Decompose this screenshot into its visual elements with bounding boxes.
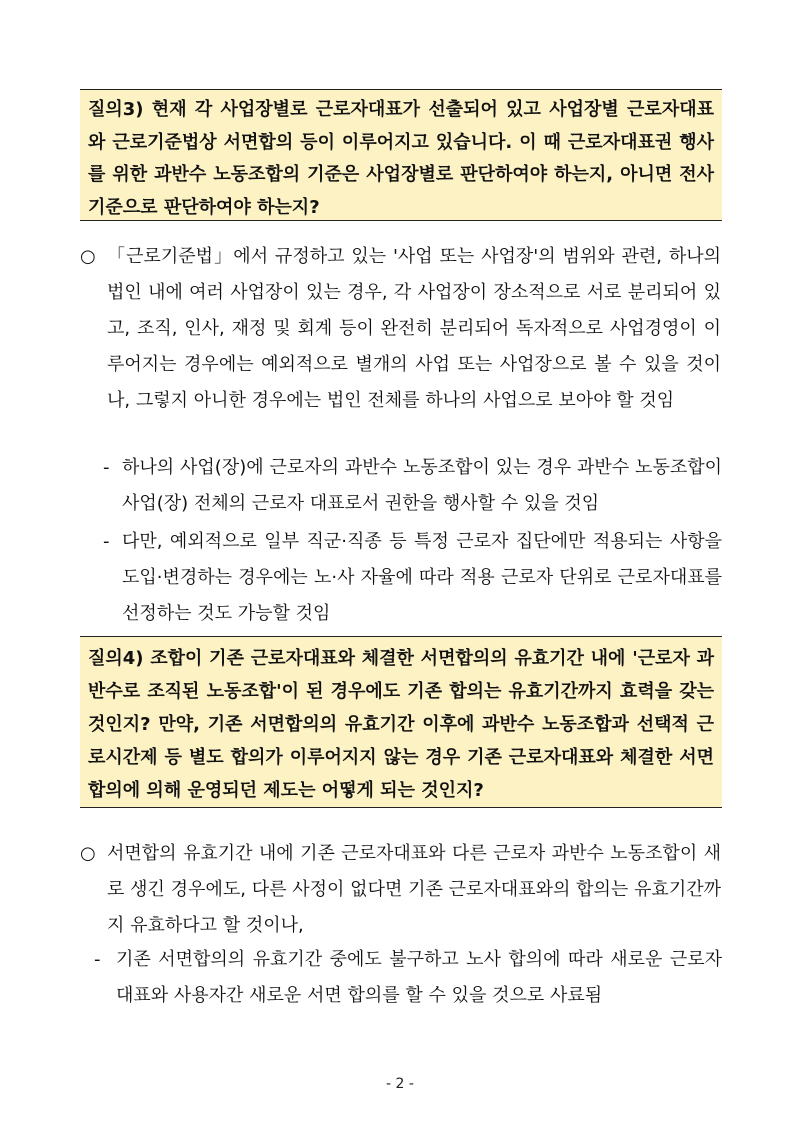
answer-4-bullet: ○ [80, 843, 96, 864]
question-3-text: 질의3) 현재 각 사업장별로 근로자대표가 선출되어 있고 사업장별 근로자대표와 근로기준법상 서면합의 등이 이루어지고 있습니다. 이 때 근로자대표권 행사를 위한 과반수 노동조합의 기준은 사업장별로 판단하여야 하는지, 아니면 전사 기준으로 판단하여야 하는지? [88, 99, 714, 218]
answer-3-sub1 [122, 450, 722, 522]
answer-3-sub2-text: 다만, 예외적으로 일부 직군·직종 등 특정 근로자 집단에만 적용되는 사항을 도입·변경하는 경우에는 노·사 자율에 따라 적용 근로자 단위로 근로자대표를 선정하는 것도 가능할 것임 [122, 531, 722, 624]
answer-4-sub1-text: 기존 서면합의의 유효기간 중에도 불구하고 노사 합의에 따라 새로운 근로자대표와 사용자간 새로운 서면 합의를 할 수 있을 것으로 사료됨 [116, 949, 722, 1006]
answer-3-bullet: ○ [80, 246, 96, 267]
answer-4-main-text: 서면합의 유효기간 내에 기존 근로자대표와 다른 근로자 과반수 노동조합이 새로 생긴 경우에도, 다른 사정이 없다면 기존 근로자대표와의 합의는 유효기간까지 유효하다고 할 것이나, [107, 843, 721, 936]
answer-4-main [107, 836, 721, 944]
answer-4-sub1-bullet: - [94, 949, 101, 970]
question-3-box [80, 89, 722, 221]
answer-3-sub1-text: 하나의 사업(장)에 근로자의 과반수 노동조합이 있는 경우 과반수 노동조합이 사업(장) 전체의 근로자 대표로서 권한을 행사할 수 있을 것임 [122, 457, 722, 514]
answer-3-sub2-bullet: - [103, 531, 110, 552]
answer-3-main [107, 239, 721, 419]
answer-3-sub2 [122, 524, 722, 632]
answer-3-sub1-bullet: - [103, 457, 110, 478]
answer-4-sub1 [116, 942, 722, 1014]
answer-3-main-text: 「근로기준법」에서 규정하고 있는 '사업 또는 사업장'의 범위와 관련, 하나의 법인 내에 여러 사업장이 있는 경우, 각 사업장이 장소적으로 서로 분리되어 있고, 조직, 인사, 재정 및 회계 등이 완전히 분리되어 독자적으로 사업경영이 이루어지는 경우에는 예외적으로 별개의 사업 또는 사업장으로 볼 수 있을 것이나, 그렇지 아니한 경우에는 법인 전체를 하나의 사업으로 보아야 할 것임 [107, 246, 721, 411]
question-4-text: 질의4) 조합이 기존 근로자대표와 체결한 서면합의의 유효기간 내에 '근로자 과반수로 조직된 노동조합'이 된 경우에도 기존 합의는 유효기간까지 효력을 갖는 것인지? 만약, 기존 서면합의의 유효기간 이후에 과반수 노동조합과 선택적 근로시간제 등 별도 합의가 이루어지지 않는 경우 기존 근로자대표와 체결한 서면합의에 의해 운영되던 제도는 어떻게 되는 것인지? [88, 648, 714, 801]
question-4-box [80, 636, 722, 808]
page-number: - 2 - [386, 1076, 414, 1092]
